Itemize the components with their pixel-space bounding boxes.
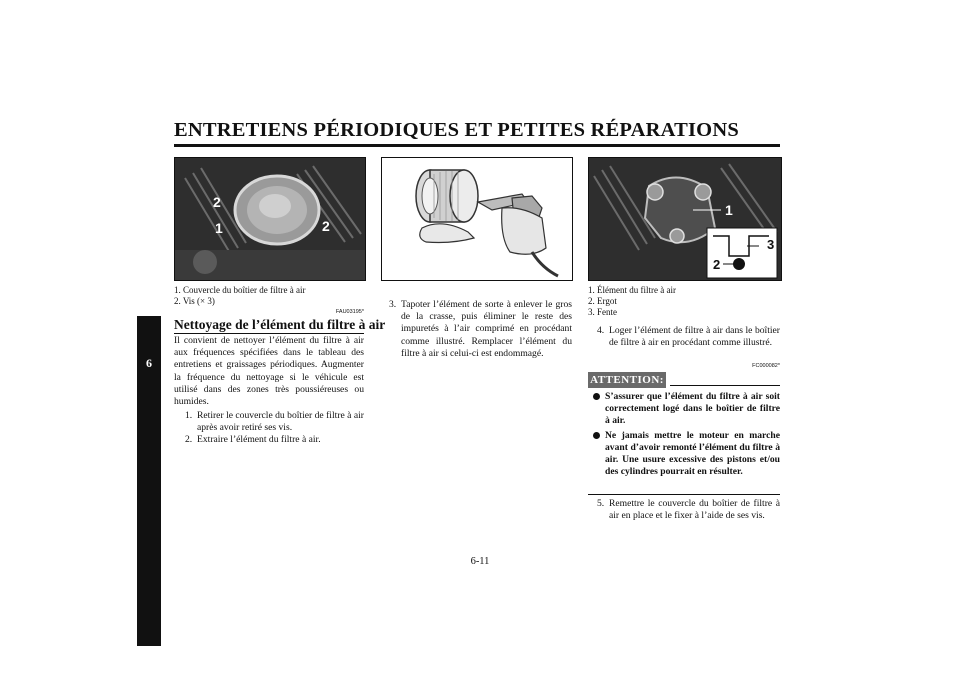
chapter-number: 6 bbox=[146, 356, 152, 370]
figure3-caption bbox=[588, 285, 676, 318]
attention-item bbox=[588, 430, 780, 479]
section-ref-code: FAU03195* bbox=[335, 309, 364, 315]
steps-middle-column bbox=[389, 299, 572, 360]
step-text: Tapoter l’élément de sorte à enlever le gros de la crasse, puis éliminer le reste des impuretés à l’air comprimé en procédant comme illustré. Remplacer l’élément du filtre à air si celui-ci est endommagé. bbox=[401, 299, 572, 359]
caption-line: 3. Fente bbox=[588, 307, 617, 317]
figure1-caption bbox=[174, 285, 305, 307]
step-text: Loger l’élément de filtre à air dans le boîtier de filtre à air en procédant comme illustré. bbox=[609, 325, 780, 349]
step-5-column bbox=[597, 498, 780, 522]
section-intro: Il convient de nettoyer l’élément du filtre à air aux fréquences spécifiées dans le tableau des entretiens et graissages périodiques. Augmenter la fréquence du nettoyage si le véhicule est utilisé dans des zones très poussiéreuses ou humides. bbox=[174, 335, 364, 408]
callout-1: 1 bbox=[725, 202, 733, 218]
attention-bottom-rule bbox=[588, 494, 780, 495]
step-number: 5. bbox=[597, 498, 605, 509]
step-text: Extraire l’élément du filtre à air. bbox=[197, 434, 321, 446]
attention-ref-code: FC000082* bbox=[752, 363, 780, 369]
attention-list bbox=[588, 391, 780, 480]
step-number: 2. bbox=[185, 434, 193, 446]
step-text: Retirer le couvercle du boîtier de filtre à air après avoir retiré ses vis. bbox=[197, 410, 364, 434]
step-number: 1. bbox=[185, 410, 193, 421]
step-1 bbox=[185, 410, 364, 434]
step-2 bbox=[185, 434, 364, 446]
page-number: 6-11 bbox=[470, 556, 490, 567]
caption-line: 2. Vis (× 3) bbox=[174, 296, 215, 306]
step-4-column bbox=[597, 325, 780, 349]
section-title: Nettoyage de l’élément du filtre à air bbox=[174, 317, 386, 332]
header-rule bbox=[174, 144, 780, 147]
callout-2-right: 2 bbox=[322, 218, 330, 234]
step-4 bbox=[597, 325, 780, 349]
step-3 bbox=[389, 299, 572, 360]
step-number: 4. bbox=[597, 325, 605, 336]
figure-compressed-air-cleaning-photo bbox=[381, 157, 573, 281]
bullet-icon bbox=[593, 393, 600, 400]
bullet-icon bbox=[593, 432, 600, 439]
callout-2-left: 2 bbox=[213, 194, 221, 210]
caption-line: 1. Élément du filtre à air bbox=[588, 285, 676, 295]
attention-top-rule bbox=[670, 385, 780, 386]
attention-item bbox=[588, 391, 780, 428]
caption-line: 2. Ergot bbox=[588, 296, 617, 306]
steps-left-column bbox=[185, 410, 364, 447]
step-text: Remettre le couvercle du boîtier de filtre à air en place et le fixer à l’aide de ses vis. bbox=[609, 498, 780, 522]
attention-item-text: S’assurer que l’élément du filtre à air soit correctement logé dans le boîtier de filtre à air. bbox=[605, 391, 780, 427]
step-5 bbox=[597, 498, 780, 522]
figure-filter-element-photo bbox=[588, 157, 782, 281]
callout-3: 3 bbox=[767, 237, 775, 252]
callout-1: 1 bbox=[215, 220, 223, 236]
callout-2: 2 bbox=[713, 257, 721, 272]
caption-line: 1. Couvercle du boîtier de filtre à air bbox=[174, 285, 306, 295]
section-rule bbox=[174, 333, 364, 334]
page-header-title: ENTRETIENS PÉRIODIQUES ET PETITES RÉPARATIONS bbox=[174, 119, 739, 141]
figure-air-filter-cover-photo bbox=[174, 157, 366, 281]
attention-label: ATTENTION: bbox=[588, 372, 666, 388]
attention-item-text: Ne jamais mettre le moteur en marche avant d’avoir remonté l’élément du filtre à air. Une usure excessive des pistons et/ou des cylindres pourrait en résulter. bbox=[605, 429, 780, 478]
step-number: 3. bbox=[389, 299, 397, 310]
